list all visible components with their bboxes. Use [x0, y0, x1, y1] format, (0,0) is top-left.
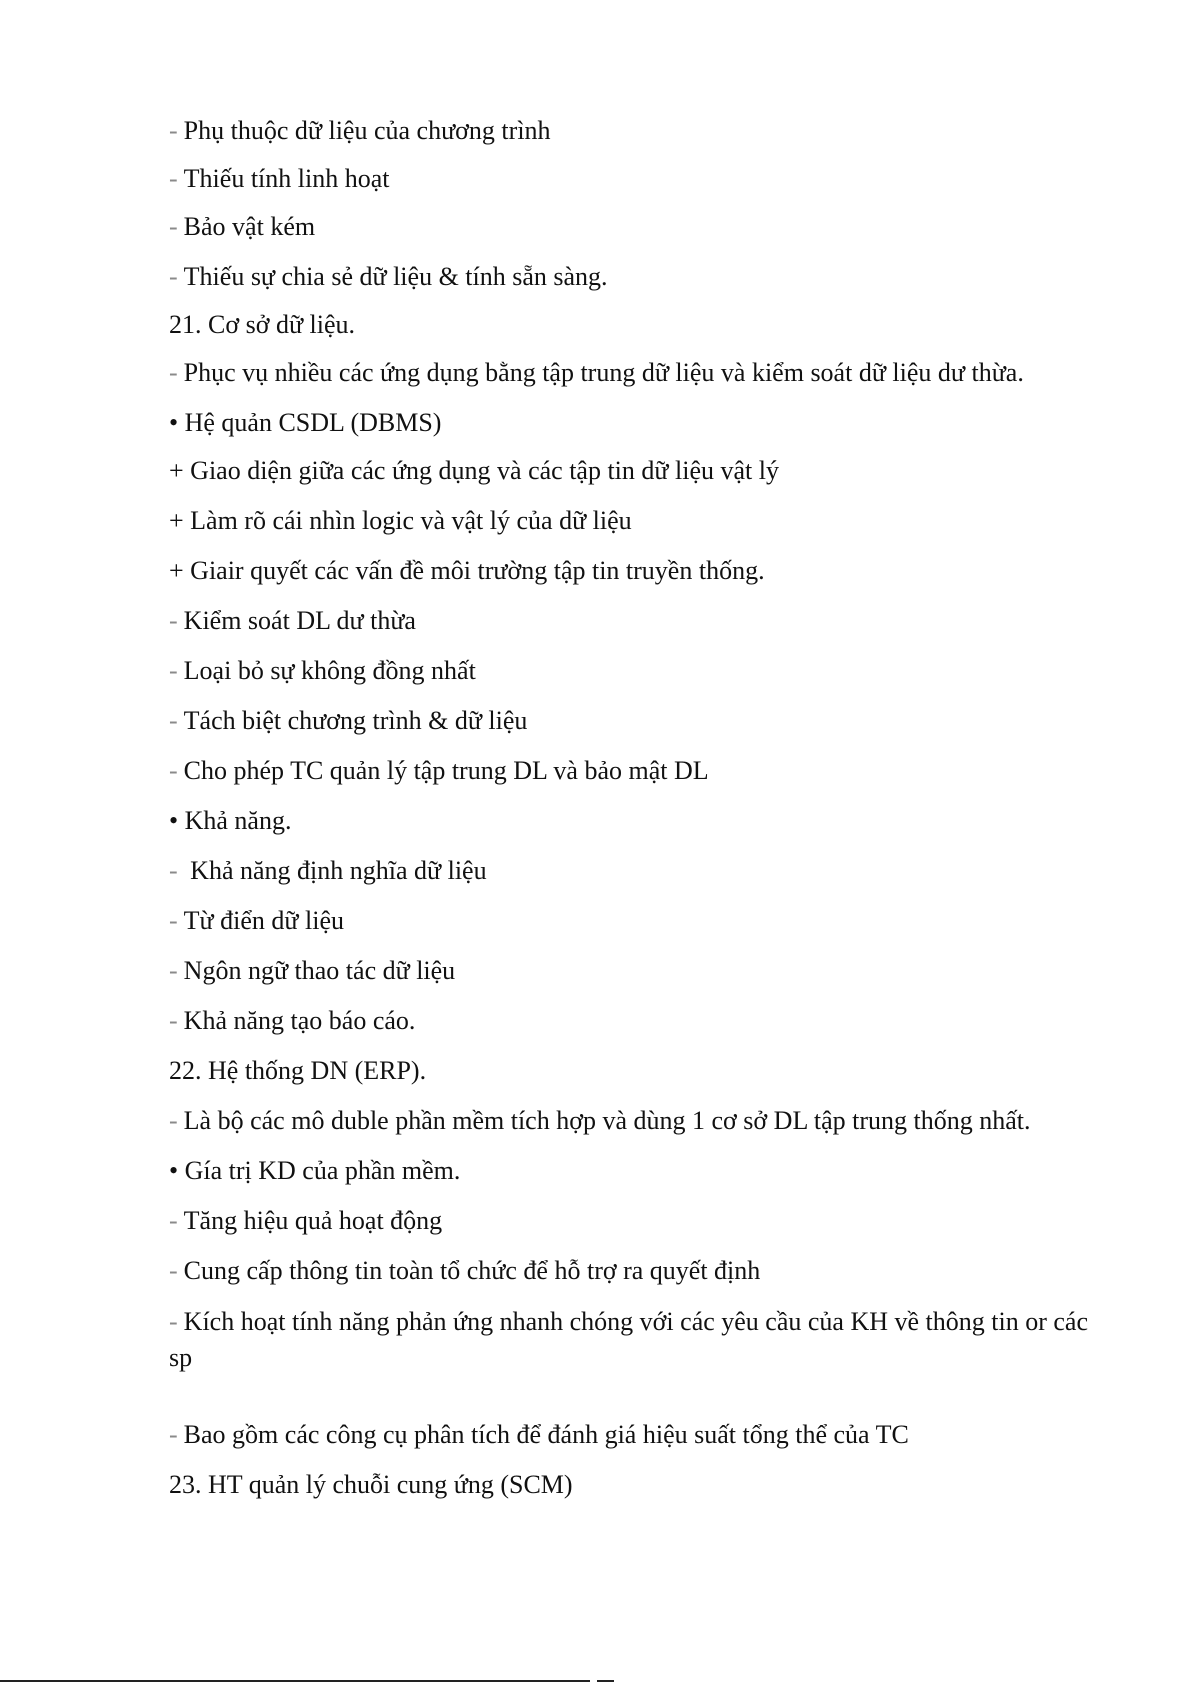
dash-marker: - — [169, 756, 178, 785]
text-line — [169, 604, 1129, 638]
line-text: Tách biệt chương trình & dữ liệu — [183, 706, 528, 735]
dash-marker: - — [169, 1206, 178, 1235]
line-text: Bảo vật kém — [183, 212, 316, 241]
dash-marker: - — [169, 1420, 178, 1449]
line-text: 22. Hệ thống DN (ERP). — [169, 1056, 427, 1085]
dash-marker: - — [169, 116, 178, 145]
line-text: Cho phép TC quản lý tập trung DL và bảo mật DL — [183, 756, 709, 785]
dash-marker: - — [169, 1006, 178, 1035]
dash-marker: - — [169, 706, 178, 735]
bullet-heading — [169, 1154, 1129, 1188]
text-line — [169, 1418, 1129, 1452]
line-text: 23. HT quản lý chuỗi cung ứng (SCM) — [169, 1470, 573, 1499]
text-line — [169, 1304, 1094, 1376]
line-text: Kích hoạt tính năng phản ứng nhanh chóng với các yêu cầu của KH về thông tin or các sp — [169, 1307, 1089, 1372]
text-line — [169, 260, 1129, 294]
plus-item — [169, 454, 1129, 488]
dash-marker: - — [169, 1307, 178, 1336]
line-text: Cung cấp thông tin toàn tổ chức để hỗ trợ ra quyết định — [183, 1256, 761, 1285]
text-line — [169, 654, 1129, 688]
text-line — [169, 954, 1129, 988]
text-line — [169, 1254, 1129, 1288]
text-line — [169, 754, 1129, 788]
line-text: Là bộ các mô duble phần mềm tích hợp và dùng 1 cơ sở DL tập trung thống nhất. — [183, 1106, 1031, 1135]
line-text: Bao gồm các công cụ phân tích để đánh giá hiệu suất tổng thể của TC — [183, 1420, 909, 1449]
text-line — [169, 356, 1129, 390]
line-text: Phụ thuộc dữ liệu của chương trình — [183, 116, 551, 145]
line-text: Kiểm soát DL dư thừa — [183, 606, 416, 635]
line-text: • Khả năng. — [169, 806, 292, 835]
line-text: • Gía trị KD của phần mềm. — [169, 1156, 461, 1185]
line-text: 21. Cơ sở dữ liệu. — [169, 310, 356, 339]
text-line — [169, 114, 1129, 148]
text-line — [169, 904, 1129, 938]
line-text: Khả năng định nghĩa dữ liệu — [183, 856, 487, 885]
line-text: + Giair quyết các vấn đề môi trường tập tin truyền thống. — [169, 556, 765, 585]
section-heading — [169, 308, 1129, 342]
section-heading — [169, 1054, 1129, 1088]
line-text: + Giao diện giữa các ứng dụng và các tập tin dữ liệu vật lý — [169, 456, 779, 485]
bullet-heading — [169, 406, 1129, 440]
dash-marker: - — [169, 164, 178, 193]
dash-marker: - — [169, 856, 178, 885]
footer-rule-short — [597, 1680, 614, 1682]
text-line — [169, 854, 1129, 888]
text-line — [169, 1004, 1129, 1038]
dash-marker: - — [169, 906, 178, 935]
plus-item — [169, 504, 1129, 538]
line-text: Thiếu sự chia sẻ dữ liệu & tính sẵn sàng. — [183, 262, 608, 291]
line-text: Tăng hiệu quả hoạt động — [183, 1206, 443, 1235]
dash-marker: - — [169, 656, 178, 685]
text-line — [169, 210, 1129, 244]
plus-item — [169, 554, 1129, 588]
line-text: Loại bỏ sự không đồng nhất — [183, 656, 476, 685]
text-line — [169, 1204, 1129, 1238]
dash-marker: - — [169, 358, 178, 387]
line-text: + Làm rõ cái nhìn logic và vật lý của dữ liệu — [169, 506, 632, 535]
line-text: • Hệ quản CSDL (DBMS) — [169, 408, 442, 437]
footer-rule — [0, 1680, 590, 1682]
bullet-heading — [169, 804, 1129, 838]
text-line — [169, 162, 1129, 196]
line-text: Từ điển dữ liệu — [183, 906, 344, 935]
dash-marker: - — [169, 262, 178, 291]
line-text: Ngôn ngữ thao tác dữ liệu — [183, 956, 456, 985]
line-text: Khả năng tạo báo cáo. — [183, 1006, 416, 1035]
text-line — [169, 704, 1129, 738]
dash-marker: - — [169, 606, 178, 635]
dash-marker: - — [169, 1256, 178, 1285]
dash-marker: - — [169, 212, 178, 241]
section-heading — [169, 1468, 1129, 1502]
dash-marker: - — [169, 956, 178, 985]
text-line — [169, 1104, 1129, 1138]
line-text: Phục vụ nhiều các ứng dụng bằng tập trung dữ liệu và kiểm soát dữ liệu dư thừa. — [183, 358, 1024, 387]
line-text: Thiếu tính linh hoạt — [183, 164, 390, 193]
dash-marker: - — [169, 1106, 178, 1135]
